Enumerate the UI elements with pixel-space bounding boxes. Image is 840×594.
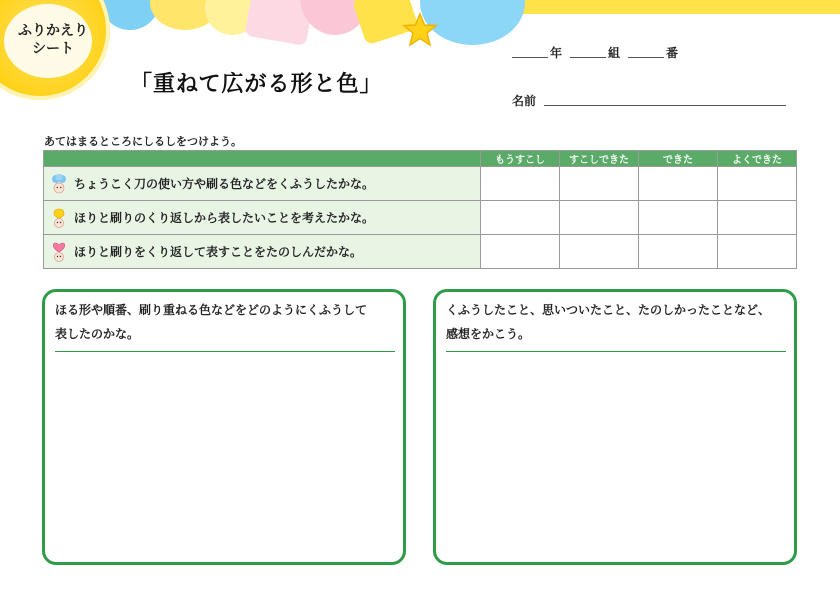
right-prompt <box>446 298 786 346</box>
star-icon <box>402 12 438 48</box>
left-prompt <box>55 298 395 346</box>
rating-cell-yoku-dekita[interactable] <box>718 235 797 269</box>
rating-cell-sukoshi-dekita[interactable] <box>560 167 639 201</box>
question-cell <box>44 235 481 269</box>
table-header-blank <box>44 151 481 167</box>
question-cell <box>44 167 481 201</box>
table-row <box>44 235 797 269</box>
instruction-text: あてはまるところにしるしをつけよう。 <box>44 135 242 148</box>
question-cell <box>44 201 481 235</box>
class-input-line[interactable] <box>570 57 606 58</box>
name-label: 名前 <box>512 94 537 108</box>
pink-heart-character-icon <box>50 242 68 262</box>
year-label: 年 <box>550 46 563 60</box>
table-row <box>44 167 797 201</box>
name-input-line[interactable] <box>544 105 786 106</box>
rating-cell-mousukoshi[interactable] <box>481 167 560 201</box>
rating-cell-mousukoshi[interactable] <box>481 235 560 269</box>
reflection-box-right[interactable] <box>433 289 797 565</box>
question-text: ちょうこく刀の使い方や刷る色などをくふうしたかな。 <box>74 177 375 191</box>
right-prompt-line2: 感想をかこう。 <box>446 327 531 341</box>
rating-cell-dekita[interactable] <box>639 167 718 201</box>
column-header: できた <box>639 151 718 167</box>
rating-cell-sukoshi-dekita[interactable] <box>560 235 639 269</box>
table-row <box>44 201 797 235</box>
rating-cell-yoku-dekita[interactable] <box>718 201 797 235</box>
table-header-row <box>44 151 797 167</box>
question-text: ほりと刷りのくり返しから表したいことを考えたかな。 <box>74 211 375 225</box>
column-header: よくできた <box>718 151 797 167</box>
prompt-divider <box>55 351 395 352</box>
right-prompt-line1: くふうしたこと、思いついたこと、たのしかったことなど、 <box>446 303 771 317</box>
class-label: 組 <box>608 46 621 60</box>
badge-line2: シート <box>32 41 74 57</box>
prompt-divider <box>446 351 786 352</box>
blue-character-icon <box>50 174 68 194</box>
column-header: すこしできた <box>560 151 639 167</box>
badge-title <box>10 22 96 58</box>
question-text: ほりと刷りをくり返して表すことをたのしんだかな。 <box>74 245 363 259</box>
top-yellow-bar <box>520 0 840 14</box>
reflection-box-left[interactable] <box>42 289 406 565</box>
year-input-line[interactable] <box>512 57 548 58</box>
rating-cell-dekita[interactable] <box>639 201 718 235</box>
rating-cell-sukoshi-dekita[interactable] <box>560 201 639 235</box>
rating-cell-yoku-dekita[interactable] <box>718 167 797 201</box>
column-header: もうすこし <box>481 151 560 167</box>
badge-line1: ふりかえり <box>18 23 88 39</box>
left-prompt-line1: ほる形や順番、刷り重ねる色などをどのようにくふうして <box>55 303 368 317</box>
page-title: 「重ねて広がる形と色」 <box>130 72 383 97</box>
left-prompt-line2: 表したのかな。 <box>55 327 140 341</box>
yellow-character-icon <box>50 208 68 228</box>
rating-cell-dekita[interactable] <box>639 235 718 269</box>
number-input-line[interactable] <box>628 57 664 58</box>
self-check-table <box>43 150 797 269</box>
rating-cell-mousukoshi[interactable] <box>481 201 560 235</box>
number-label: 番 <box>666 46 679 60</box>
